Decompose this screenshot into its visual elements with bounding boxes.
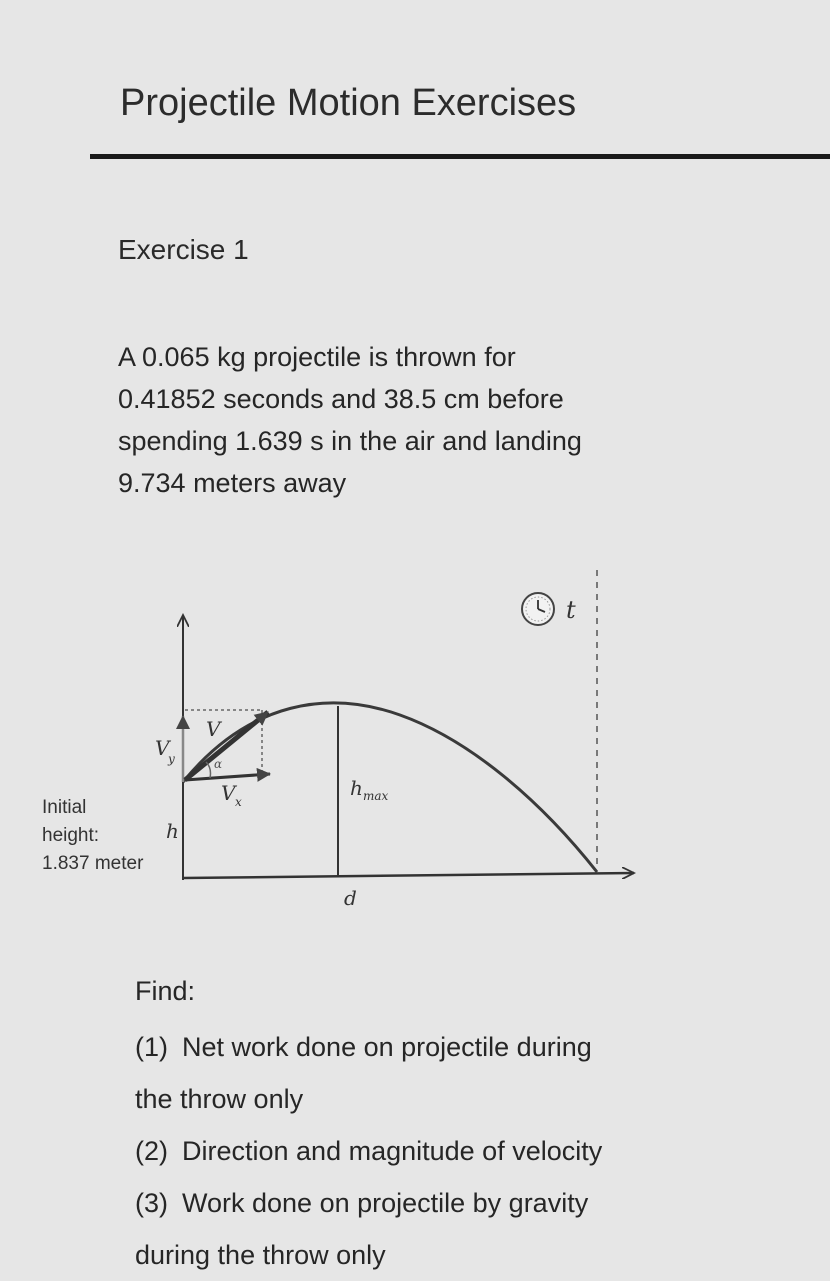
velocity-vector [185, 712, 268, 780]
svg-text:x: x [235, 795, 242, 809]
clock-icon [522, 593, 554, 625]
problem-statement [118, 336, 738, 504]
find-item: (1) Net work done on projectile during the throw only [135, 1032, 592, 1114]
problem-line: 0.41852 seconds and 38.5 cm before [118, 384, 564, 414]
label-vy: V [155, 736, 170, 760]
problem-line: 9.734 meters away [118, 468, 347, 498]
svg-text:y: y [168, 752, 175, 766]
page-title: Projectile Motion Exercises [120, 82, 577, 124]
initial-height-label: Initial height: 1.837 meter [42, 797, 144, 874]
label-alpha: α [214, 757, 223, 771]
label-vx: V [221, 781, 236, 805]
label-v: V [206, 717, 221, 741]
x-axis [183, 873, 634, 878]
title-divider [90, 154, 830, 159]
find-item: (2) Direction and magnitude of velocity [135, 1136, 603, 1166]
find-heading: Find: [135, 976, 196, 1006]
svg-text:max: max [363, 789, 389, 803]
problem-line: spending 1.639 s in the air and landing [118, 426, 582, 456]
label-hmax: h [350, 776, 363, 800]
problem-line: A 0.065 kg projectile is thrown for [118, 342, 516, 372]
label-d: d [344, 886, 357, 910]
exercise-heading: Exercise 1 [118, 234, 249, 265]
find-item: (3) Work done on projectile by gravity during the throw only [135, 1188, 589, 1270]
find-section [135, 976, 795, 1281]
label-h: h [166, 819, 179, 843]
vx-vector [185, 774, 270, 780]
label-t: t [566, 596, 576, 624]
